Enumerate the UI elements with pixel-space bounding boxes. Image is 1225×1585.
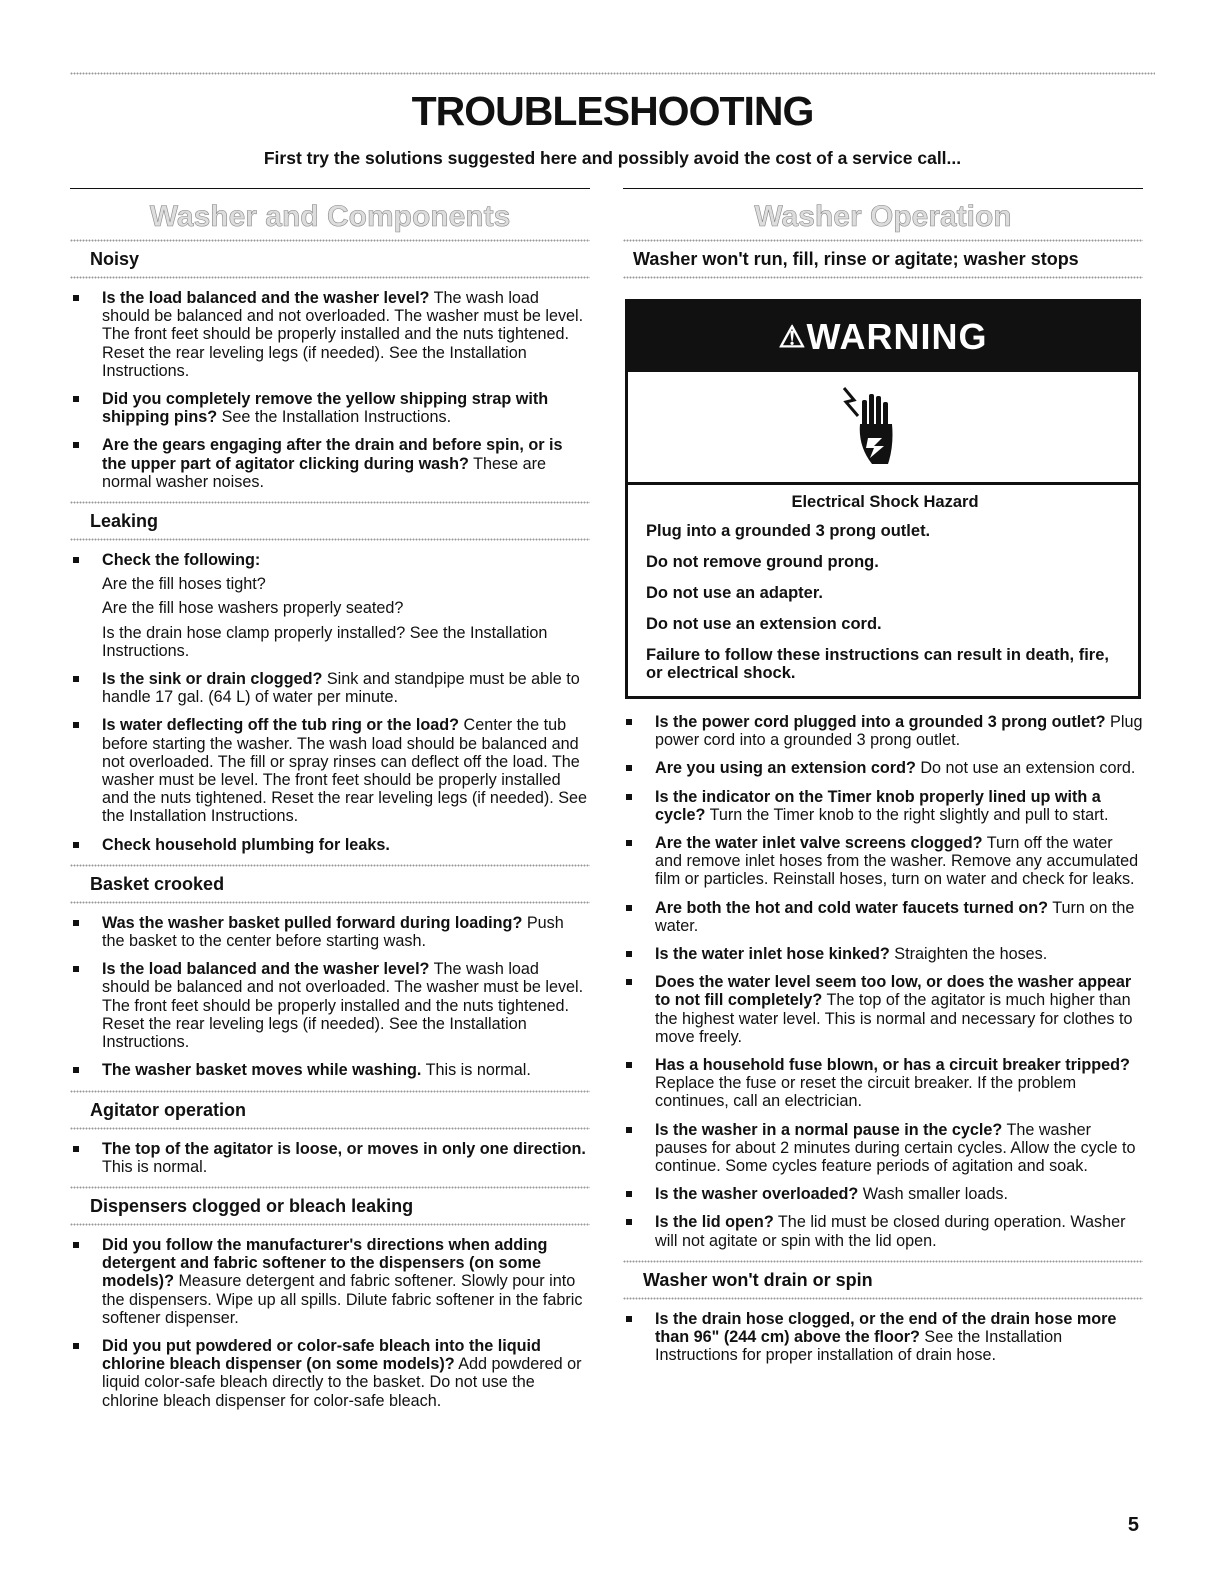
- list-item: [623, 834, 1143, 889]
- list-item: [623, 788, 1143, 824]
- list-item: [623, 759, 1143, 777]
- item-question: Did you follow the manufacturer's directions when adding detergent and fabric softener to the dispensers (on some models)?: [102, 1235, 548, 1291]
- item-answer: The wash load should be balanced and not overloaded. The washer must be level. The front feet should be properly installed and the nuts tightened. Reset the rear leveling legs (if needed). See the Installation Instructions.: [102, 960, 584, 1052]
- item-question: Did you put powdered or color-safe bleach into the liquid chlorine bleach dispenser (on some models)?: [102, 1336, 541, 1374]
- item-question: Was the washer basket pulled forward during loading?: [102, 913, 523, 932]
- top-divider: [70, 72, 1155, 75]
- bullet-icon: [73, 557, 79, 563]
- item-question: Is the power cord plugged into a grounded 3 prong outlet?: [655, 713, 1106, 731]
- list-item: [70, 1236, 590, 1327]
- bullet-icon: [73, 722, 79, 728]
- list-item: [623, 1121, 1143, 1176]
- list-item: [623, 713, 1143, 749]
- bullet-icon: [73, 1242, 79, 1248]
- check-line: Is the drain hose clamp properly installed? See the Installation Instructions.: [102, 623, 548, 660]
- warning-line: Do not use an adapter.: [646, 584, 823, 602]
- list-item: [70, 670, 590, 706]
- right-column: [623, 188, 1143, 1374]
- section-heading: Basket crooked: [90, 873, 225, 894]
- item-question: Are the water inlet valve screens clogged?: [655, 834, 983, 853]
- warning-triangle-icon: ⚠: [778, 321, 807, 354]
- list-item: [70, 551, 590, 660]
- list-item: [70, 960, 590, 1051]
- list-item: [70, 1337, 590, 1410]
- shock-hazard-icon-area: [628, 372, 1138, 485]
- item-question: Are the gears engaging after the drain and before spin, or is the upper part of agitator clicking during wash?: [102, 436, 563, 473]
- bullet-icon: [73, 676, 79, 682]
- warning-line: Do not remove ground prong.: [646, 553, 879, 571]
- section-heading: Agitator operation: [90, 1099, 246, 1120]
- list-item: [70, 1140, 590, 1176]
- item-question: Is the sink or drain clogged?: [102, 670, 323, 689]
- bullet-icon: [626, 1127, 632, 1133]
- bullet-icon: [626, 1062, 632, 1068]
- item-answer: Do not use an extension cord.: [915, 759, 1136, 778]
- warning-line: Do not use an extension cord.: [646, 615, 882, 633]
- divider: [623, 276, 1143, 279]
- item-answer: These are normal washer noises.: [102, 454, 547, 491]
- section-heading: Washer won't run, fill, rinse or agitate; washer stops: [633, 249, 1079, 269]
- list-item: [70, 716, 590, 825]
- bullet-icon: [626, 719, 632, 725]
- item-question: Is the washer overloaded?: [655, 1185, 859, 1204]
- page-number: 5: [1127, 1514, 1139, 1536]
- item-answer: The top of the agitator is much higher than the highest water level. This is normal and necessary for clothes to move freely.: [655, 991, 1133, 1046]
- item-question: Are both the hot and cold water faucets turned on?: [655, 898, 1049, 917]
- list-item: [623, 1310, 1143, 1365]
- section-basket-crooked: [70, 867, 590, 1080]
- list-item: [70, 836, 590, 854]
- item-answer: See the Installation Instructions for proper installation of drain hose.: [655, 1328, 1063, 1365]
- item-answer: Push the basket to the center before starting wash.: [102, 913, 564, 951]
- list-item: [623, 973, 1143, 1046]
- list-item: [623, 1056, 1143, 1111]
- item-answer: Replace the fuse or reset the circuit breaker. If the problem continues, call an electrician.: [655, 1074, 1077, 1111]
- list-item: [70, 1061, 590, 1079]
- item-question: Check the following:: [102, 551, 261, 570]
- divider: [70, 901, 590, 904]
- bullet-icon: [626, 794, 632, 800]
- electric-shock-hand-icon: [840, 386, 900, 472]
- warning-banner: [628, 302, 1138, 372]
- right-column-title: Washer Operation: [754, 200, 1012, 233]
- list-item: [623, 1213, 1143, 1249]
- item-answer: Plug power cord into a grounded 3 prong outlet.: [655, 713, 1143, 750]
- bullet-icon: [626, 979, 632, 985]
- warning-body: [628, 485, 1138, 696]
- bullet-icon: [626, 905, 632, 911]
- item-answer: Turn off the water and remove inlet hoses from the washer. Remove any accumulated film or particles. Reinstall hoses, turn on water and check for leaks.: [655, 834, 1139, 889]
- left-column-title: Washer and Components: [149, 200, 511, 233]
- list-item: [70, 390, 590, 426]
- item-answer: Sink and standpipe must be able to handle 17 gal. (64 L) of water per minute.: [102, 670, 580, 707]
- list-item: [623, 945, 1143, 963]
- bullet-icon: [626, 765, 632, 771]
- bullet-icon: [73, 442, 79, 448]
- item-question: Is the water inlet hose kinked?: [655, 945, 890, 964]
- bullet-icon: [73, 842, 79, 848]
- item-question: Are you using an extension cord?: [655, 759, 916, 778]
- item-question: Did you completely remove the yellow shipping strap with shipping pins?: [102, 390, 549, 427]
- left-column: [70, 188, 590, 1420]
- item-question: Is the load balanced and the washer level?: [102, 960, 430, 979]
- bullet-icon: [73, 396, 79, 402]
- item-question: Does the water level seem too low, or does the washer appear to not fill completely?: [655, 973, 1132, 1010]
- bullet-icon: [73, 1146, 79, 1152]
- section-noisy: [70, 242, 590, 491]
- divider: [623, 1297, 1143, 1300]
- bullet-icon: [73, 920, 79, 926]
- item-question: Check household plumbing for leaks.: [102, 835, 390, 854]
- item-answer: Straighten the hoses.: [889, 945, 1048, 964]
- warning-line: Failure to follow these instructions can result in death, fire, or electrical shock.: [646, 646, 1109, 682]
- hazard-name: Electrical Shock Hazard: [791, 493, 979, 511]
- item-answer: Wash smaller loads.: [858, 1185, 1008, 1204]
- divider: [70, 1127, 590, 1130]
- section-dispensers: [70, 1189, 590, 1410]
- section-heading: Washer won't drain or spin: [643, 1269, 873, 1290]
- check-line: Are the fill hose washers properly seated?: [102, 599, 404, 618]
- bullet-icon: [626, 1316, 632, 1322]
- item-answer: Turn on the water.: [655, 898, 1135, 935]
- page-title: TROUBLESHOOTING: [411, 88, 814, 134]
- bullet-icon: [73, 966, 79, 972]
- warning-label: WARNING: [806, 316, 988, 357]
- item-answer: The washer pauses for about 2 minutes during certain cycles. Allow the cycle to continue. Some cycles feature periods of agitation and soak.: [655, 1120, 1136, 1176]
- item-question: Is water deflecting off the tub ring or the load?: [102, 716, 460, 735]
- bullet-icon: [73, 1067, 79, 1073]
- item-answer: Turn the Timer knob to the right slightly and pull to start.: [705, 805, 1109, 824]
- section-heading: Dispensers clogged or bleach leaking: [90, 1195, 414, 1216]
- item-answer: Add powdered or liquid color-safe bleach directly to the basket. Do not use the chlorine bleach dispenser for color-safe bleach.: [102, 1355, 582, 1410]
- list-item: [623, 1185, 1143, 1203]
- item-question: Is the load balanced and the washer level?: [102, 289, 430, 307]
- bullet-icon: [73, 295, 79, 301]
- list-item: [70, 289, 590, 380]
- divider: [70, 538, 590, 541]
- list-item: [623, 899, 1143, 935]
- warning-box: [625, 299, 1141, 699]
- section-agitator-operation: [70, 1093, 590, 1176]
- list-item: [70, 436, 590, 491]
- bullet-icon: [73, 1343, 79, 1349]
- page-subtitle: First try the solutions suggested here and possibly avoid the cost of a service call...: [263, 148, 962, 168]
- list-item: [70, 914, 590, 950]
- section-leaking: [70, 504, 590, 854]
- item-question: The washer basket moves while washing.: [102, 1061, 422, 1080]
- divider: [70, 276, 590, 279]
- item-question: Is the washer in a normal pause in the cycle?: [655, 1120, 1003, 1139]
- bullet-icon: [626, 1219, 632, 1225]
- item-answer: See the Installation Instructions.: [217, 408, 452, 427]
- item-question: Is the drain hose clogged, or the end of the drain hose more than 96" (244 cm) above the floor?: [655, 1309, 1117, 1347]
- item-answer: The lid must be closed during operation. Washer will not agitate or spin with the lid open.: [655, 1213, 1126, 1250]
- item-question: Is the lid open?: [655, 1213, 774, 1232]
- divider: [70, 1223, 590, 1226]
- item-question: The top of the agitator is loose, or moves in only one direction.: [102, 1139, 586, 1158]
- section-heading: Noisy: [90, 249, 140, 269]
- item-answer: Measure detergent and fabric softener. Slowly pour into the dispensers. Wipe up all spills. Dilute fabric softener in the fabric softener dispenser.: [102, 1272, 583, 1327]
- bullet-icon: [626, 951, 632, 957]
- item-answer: The wash load should be balanced and not overloaded. The washer must be level. The front feet should be properly installed and the nuts tightened. Reset the rear leveling legs (if needed). See the Installation Instructions.: [102, 289, 584, 380]
- item-answer: This is normal.: [102, 1157, 208, 1176]
- bullet-icon: [626, 1191, 632, 1197]
- section-heading: Leaking: [90, 511, 159, 532]
- warning-line: Plug into a grounded 3 prong outlet.: [646, 522, 931, 540]
- check-line: Are the fill hoses tight?: [102, 575, 266, 594]
- item-answer: This is normal.: [421, 1061, 531, 1080]
- item-question: Has a household fuse blown, or has a circuit breaker tripped?: [655, 1056, 1130, 1075]
- bullet-icon: [626, 840, 632, 846]
- item-question: Is the indicator on the Timer knob properly lined up with a cycle?: [655, 787, 1101, 824]
- item-answer: Center the tub before starting the washer. The wash load should be balanced and not overloaded. The fill or spray rinses can deflect off the load. The washer must be level. The front feet should be properly installed and the nuts tightened. Reset the rear leveling legs (if needed). See the Installation Instructions.: [102, 716, 588, 826]
